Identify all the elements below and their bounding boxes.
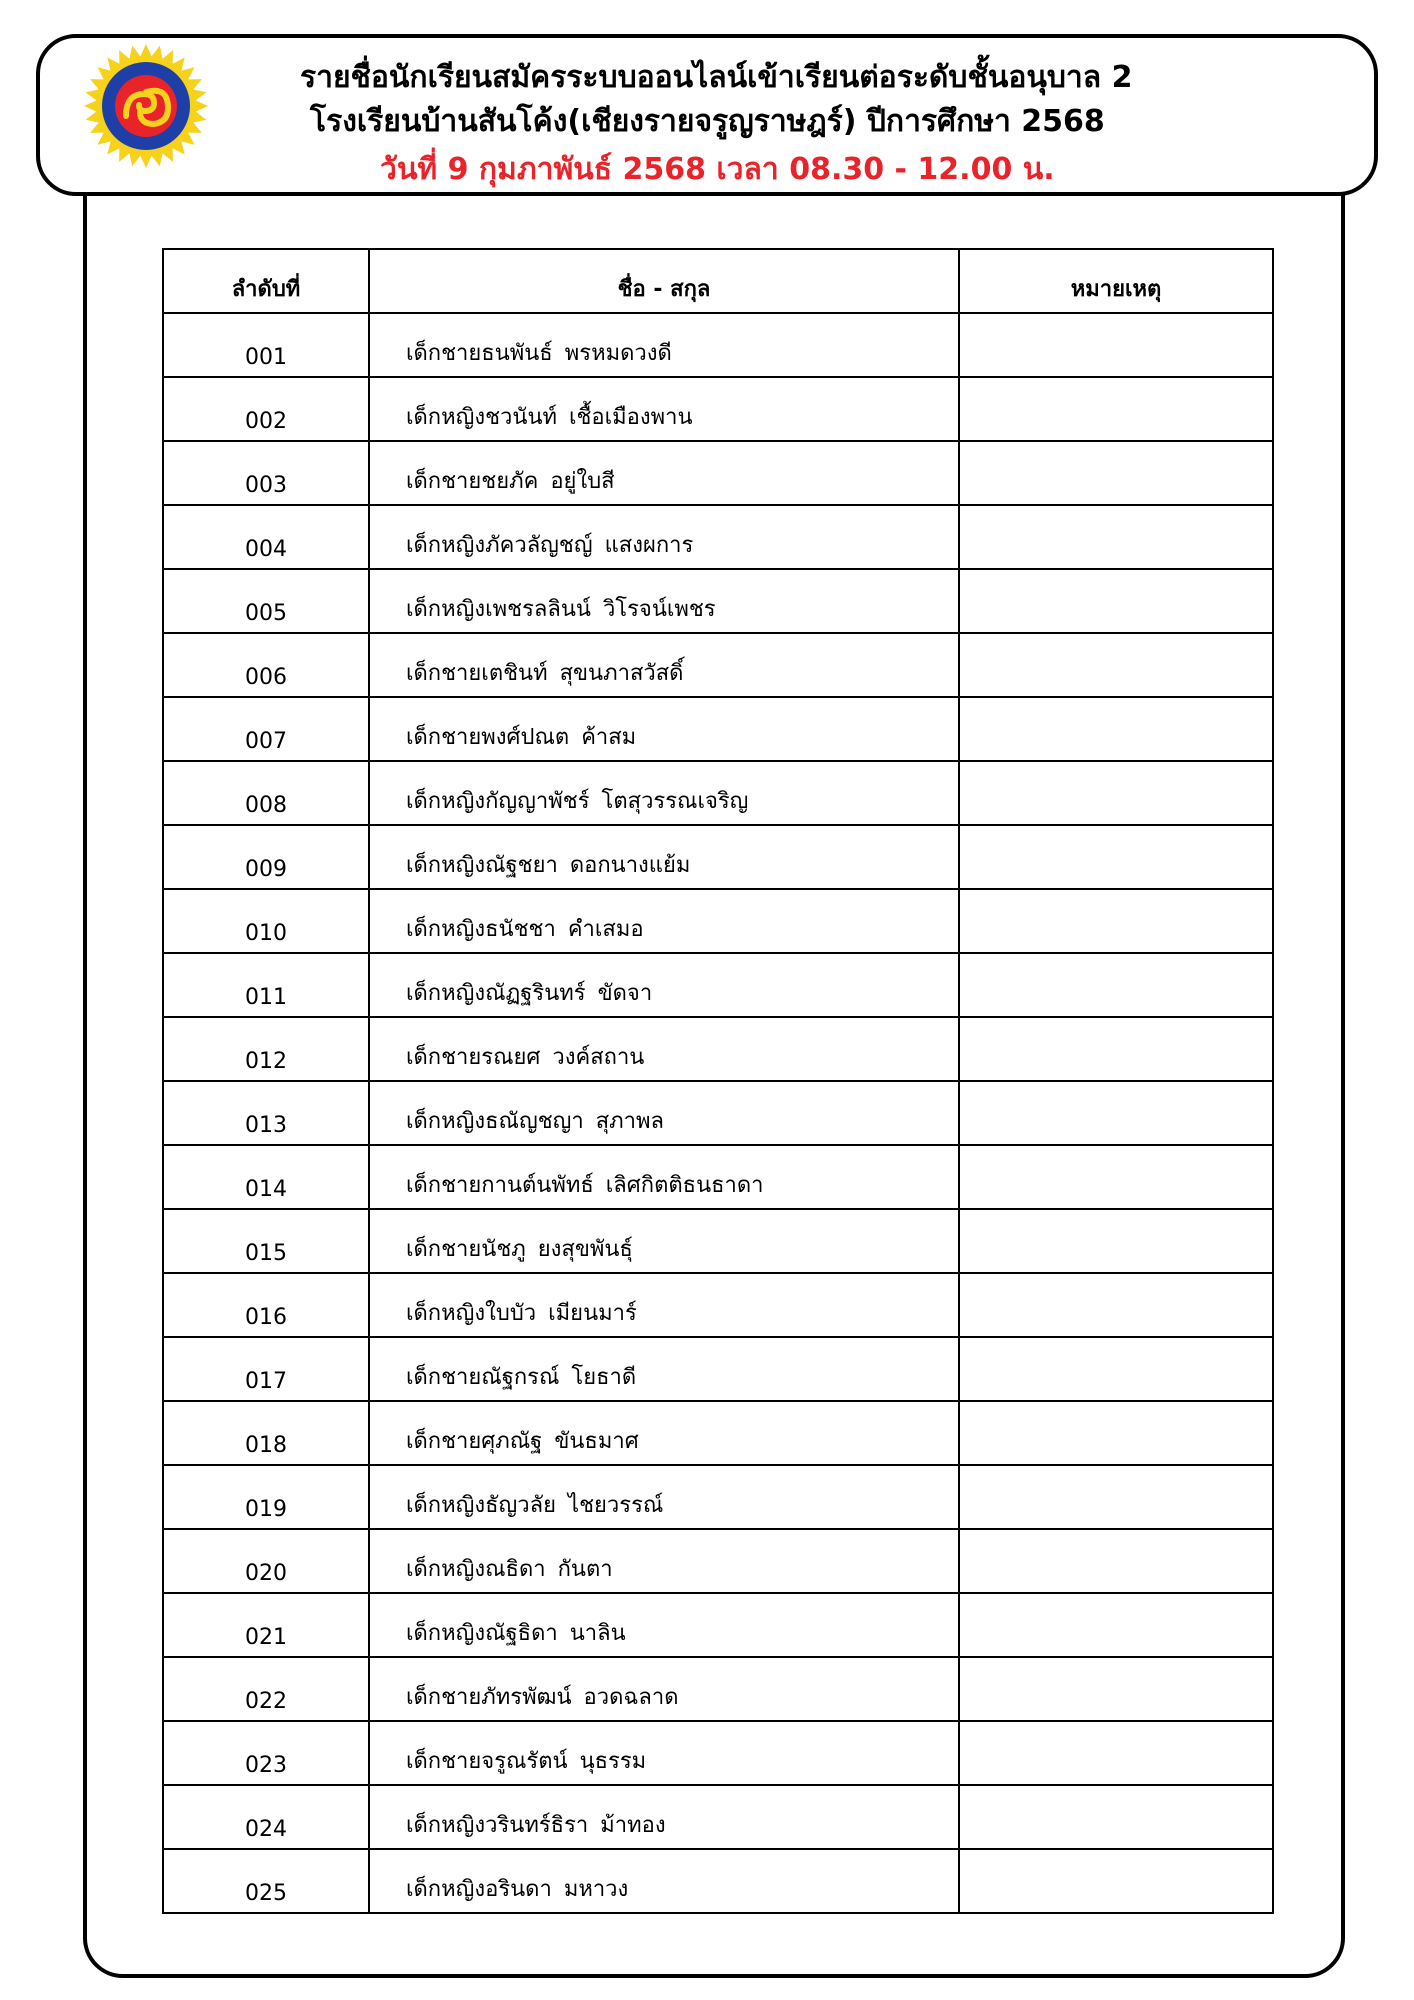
student-last-name: พรหมดวงดี	[564, 341, 672, 366]
date-time-line: วันที่ 9 กุมภาพันธ์ 2568 เวลา 08.30 - 12.00 น.	[380, 152, 1055, 187]
student-last-name: สุขนภาสวัสดิ์	[559, 661, 684, 686]
student-name-cell	[369, 441, 959, 505]
column-header-name: ชื่อ - สกุล	[369, 249, 959, 313]
student-last-name: นุธรรม	[579, 1749, 647, 1774]
row-number: 006	[163, 633, 369, 697]
row-number: 013	[163, 1081, 369, 1145]
school-name-year: โรงเรียนบ้านสันโค้ง(เชียงรายจรูญราษฎร์) ปีการศึกษา 2568	[310, 104, 1105, 139]
row-number: 007	[163, 697, 369, 761]
note-cell	[959, 1465, 1273, 1529]
note-cell	[959, 1273, 1273, 1337]
student-name-cell	[369, 889, 959, 953]
row-number: 023	[163, 1721, 369, 1785]
student-first-name: เด็กชายรณยศ	[406, 1045, 541, 1070]
row-number: 008	[163, 761, 369, 825]
student-last-name: กันตา	[557, 1557, 613, 1582]
student-name-cell	[369, 1337, 959, 1401]
student-name-cell	[369, 1401, 959, 1465]
note-cell	[959, 761, 1273, 825]
row-number: 014	[163, 1145, 369, 1209]
student-last-name: ม้าทอง	[600, 1813, 666, 1838]
student-first-name: เด็กหญิงธัญวลัย	[406, 1493, 557, 1518]
student-name-cell	[369, 1529, 959, 1593]
table-header-row	[163, 249, 1273, 313]
row-number: 016	[163, 1273, 369, 1337]
student-first-name: เด็กชายเตชินท์	[406, 661, 548, 686]
row-number: 001	[163, 313, 369, 377]
student-name-cell	[369, 313, 959, 377]
student-name-cell	[369, 825, 959, 889]
student-last-name: อยู่ใบสี	[550, 469, 615, 494]
note-cell	[959, 889, 1273, 953]
row-number: 024	[163, 1785, 369, 1849]
note-cell	[959, 1401, 1273, 1465]
row-number: 002	[163, 377, 369, 441]
student-first-name: เด็กชายนัชภู	[406, 1237, 526, 1262]
column-header-note: หมายเหตุ	[959, 249, 1273, 313]
student-name-cell	[369, 377, 959, 441]
table-row	[163, 1529, 1273, 1593]
student-name-cell	[369, 761, 959, 825]
student-last-name: มหาวง	[563, 1877, 629, 1902]
table-row	[163, 1017, 1273, 1081]
student-first-name: เด็กหญิงเพชรลลินน์	[406, 597, 591, 622]
student-last-name: ค้าสม	[581, 725, 637, 750]
student-first-name: เด็กหญิงอรินดา	[406, 1877, 552, 1902]
table-row	[163, 1273, 1273, 1337]
student-name-cell	[369, 505, 959, 569]
table-row	[163, 441, 1273, 505]
student-last-name: ขัดจา	[597, 981, 653, 1006]
note-cell	[959, 313, 1273, 377]
table-row	[163, 377, 1273, 441]
note-cell	[959, 825, 1273, 889]
row-number: 012	[163, 1017, 369, 1081]
student-first-name: เด็กชายชยภัค	[406, 469, 539, 494]
row-number: 003	[163, 441, 369, 505]
table-row	[163, 1209, 1273, 1273]
row-number: 011	[163, 953, 369, 1017]
student-last-name: อวดฉลาด	[583, 1685, 679, 1710]
note-cell	[959, 505, 1273, 569]
student-last-name: สุภาพล	[595, 1109, 665, 1134]
student-name-cell	[369, 1273, 959, 1337]
note-cell	[959, 441, 1273, 505]
note-cell	[959, 953, 1273, 1017]
table-row	[163, 313, 1273, 377]
student-first-name: เด็กหญิงวรินทร์ธิรา	[406, 1813, 589, 1838]
student-first-name: เด็กชายกานต์นพัทธ์	[406, 1173, 594, 1198]
student-first-name: เด็กหญิงธนัชชา	[406, 917, 556, 942]
student-last-name: แสงผการ	[604, 533, 694, 558]
table-row	[163, 825, 1273, 889]
student-name-cell	[369, 697, 959, 761]
table-row	[163, 889, 1273, 953]
row-number: 017	[163, 1337, 369, 1401]
student-last-name: วิโรจน์เพชร	[602, 597, 716, 622]
table-row	[163, 569, 1273, 633]
student-last-name: ไชยวรรณ์	[568, 1493, 664, 1518]
student-last-name: ยงสุขพันธุ์	[537, 1237, 633, 1262]
row-number: 009	[163, 825, 369, 889]
note-cell	[959, 1849, 1273, 1913]
row-number: 025	[163, 1849, 369, 1913]
row-number: 019	[163, 1465, 369, 1529]
note-cell	[959, 1017, 1273, 1081]
note-cell	[959, 1529, 1273, 1593]
row-number: 020	[163, 1529, 369, 1593]
student-last-name: โยธาดี	[571, 1365, 637, 1390]
student-name-cell	[369, 1465, 959, 1529]
student-last-name: เลิศกิตติธนธาดา	[605, 1173, 764, 1198]
table-row	[163, 1593, 1273, 1657]
table-row	[163, 1145, 1273, 1209]
note-cell	[959, 633, 1273, 697]
student-name-cell	[369, 1785, 959, 1849]
student-last-name: วงค์สถาน	[552, 1045, 645, 1070]
student-first-name: เด็กชายณัฐกรณ์	[406, 1365, 560, 1390]
student-last-name: ขันธมาศ	[554, 1429, 639, 1454]
row-number: 004	[163, 505, 369, 569]
student-first-name: เด็กหญิงณัฐธิดา	[406, 1621, 558, 1646]
document-title: รายชื่อนักเรียนสมัครระบบออนไลน์เข้าเรียนต่อระดับชั้นอนุบาล 2	[300, 60, 1133, 95]
note-cell	[959, 1593, 1273, 1657]
student-last-name: ดอกนางแย้ม	[569, 853, 691, 878]
student-first-name: เด็กหญิงใบบัว	[406, 1301, 537, 1326]
student-last-name: เชื้อเมืองพาน	[568, 405, 693, 430]
student-name-cell	[369, 1721, 959, 1785]
student-first-name: เด็กหญิงณธิดา	[406, 1557, 546, 1582]
student-first-name: เด็กหญิงภัควลัญชญ์	[406, 533, 593, 558]
table-row	[163, 697, 1273, 761]
row-number: 022	[163, 1657, 369, 1721]
student-last-name: คำเสมอ	[567, 917, 644, 942]
student-name-cell	[369, 633, 959, 697]
note-cell	[959, 1721, 1273, 1785]
student-first-name: เด็กชายศุภณัฐ	[406, 1429, 543, 1454]
student-first-name: เด็กชายพงศ์ปณต	[406, 725, 570, 750]
student-last-name: โตสุวรรณเจริญ	[601, 789, 749, 814]
table-row	[163, 1849, 1273, 1913]
row-number: 005	[163, 569, 369, 633]
note-cell	[959, 1785, 1273, 1849]
row-number: 010	[163, 889, 369, 953]
table-row	[163, 1337, 1273, 1401]
table-row	[163, 761, 1273, 825]
student-first-name: เด็กหญิงธณัญชญา	[406, 1109, 584, 1134]
student-first-name: เด็กหญิงกัญญาพัชร์	[406, 789, 590, 814]
school-emblem-icon	[82, 42, 210, 170]
student-name-cell	[369, 569, 959, 633]
note-cell	[959, 1081, 1273, 1145]
note-cell	[959, 1145, 1273, 1209]
note-cell	[959, 1337, 1273, 1401]
student-name-cell	[369, 1849, 959, 1913]
note-cell	[959, 697, 1273, 761]
table-row	[163, 1465, 1273, 1529]
table-row	[163, 505, 1273, 569]
student-name-cell	[369, 953, 959, 1017]
student-name-cell	[369, 1657, 959, 1721]
note-cell	[959, 1657, 1273, 1721]
student-first-name: เด็กชายภัทรพัฒน์	[406, 1685, 572, 1710]
student-name-cell	[369, 1145, 959, 1209]
student-first-name: เด็กชายธนพันธ์	[406, 341, 553, 366]
student-name-cell	[369, 1593, 959, 1657]
table-row	[163, 953, 1273, 1017]
student-last-name: เมียนมาร์	[548, 1301, 637, 1326]
note-cell	[959, 377, 1273, 441]
table-row	[163, 1401, 1273, 1465]
table-row	[163, 633, 1273, 697]
row-number: 021	[163, 1593, 369, 1657]
row-number: 018	[163, 1401, 369, 1465]
note-cell	[959, 1209, 1273, 1273]
table-row	[163, 1785, 1273, 1849]
note-cell	[959, 569, 1273, 633]
column-header-number: ลำดับที่	[163, 249, 369, 313]
student-name-cell	[369, 1081, 959, 1145]
student-first-name: เด็กหญิงชวนันท์	[406, 405, 557, 430]
student-name-cell	[369, 1017, 959, 1081]
student-first-name: เด็กหญิงณัฏฐรินทร์	[406, 981, 586, 1006]
student-last-name: นาลิน	[569, 1621, 626, 1646]
student-roster-table	[162, 248, 1274, 1914]
student-first-name: เด็กชายจรูณรัตน์	[406, 1749, 568, 1774]
row-number: 015	[163, 1209, 369, 1273]
table-row	[163, 1081, 1273, 1145]
table-row	[163, 1657, 1273, 1721]
student-name-cell	[369, 1209, 959, 1273]
student-first-name: เด็กหญิงณัฐชยา	[406, 853, 558, 878]
table-row	[163, 1721, 1273, 1785]
